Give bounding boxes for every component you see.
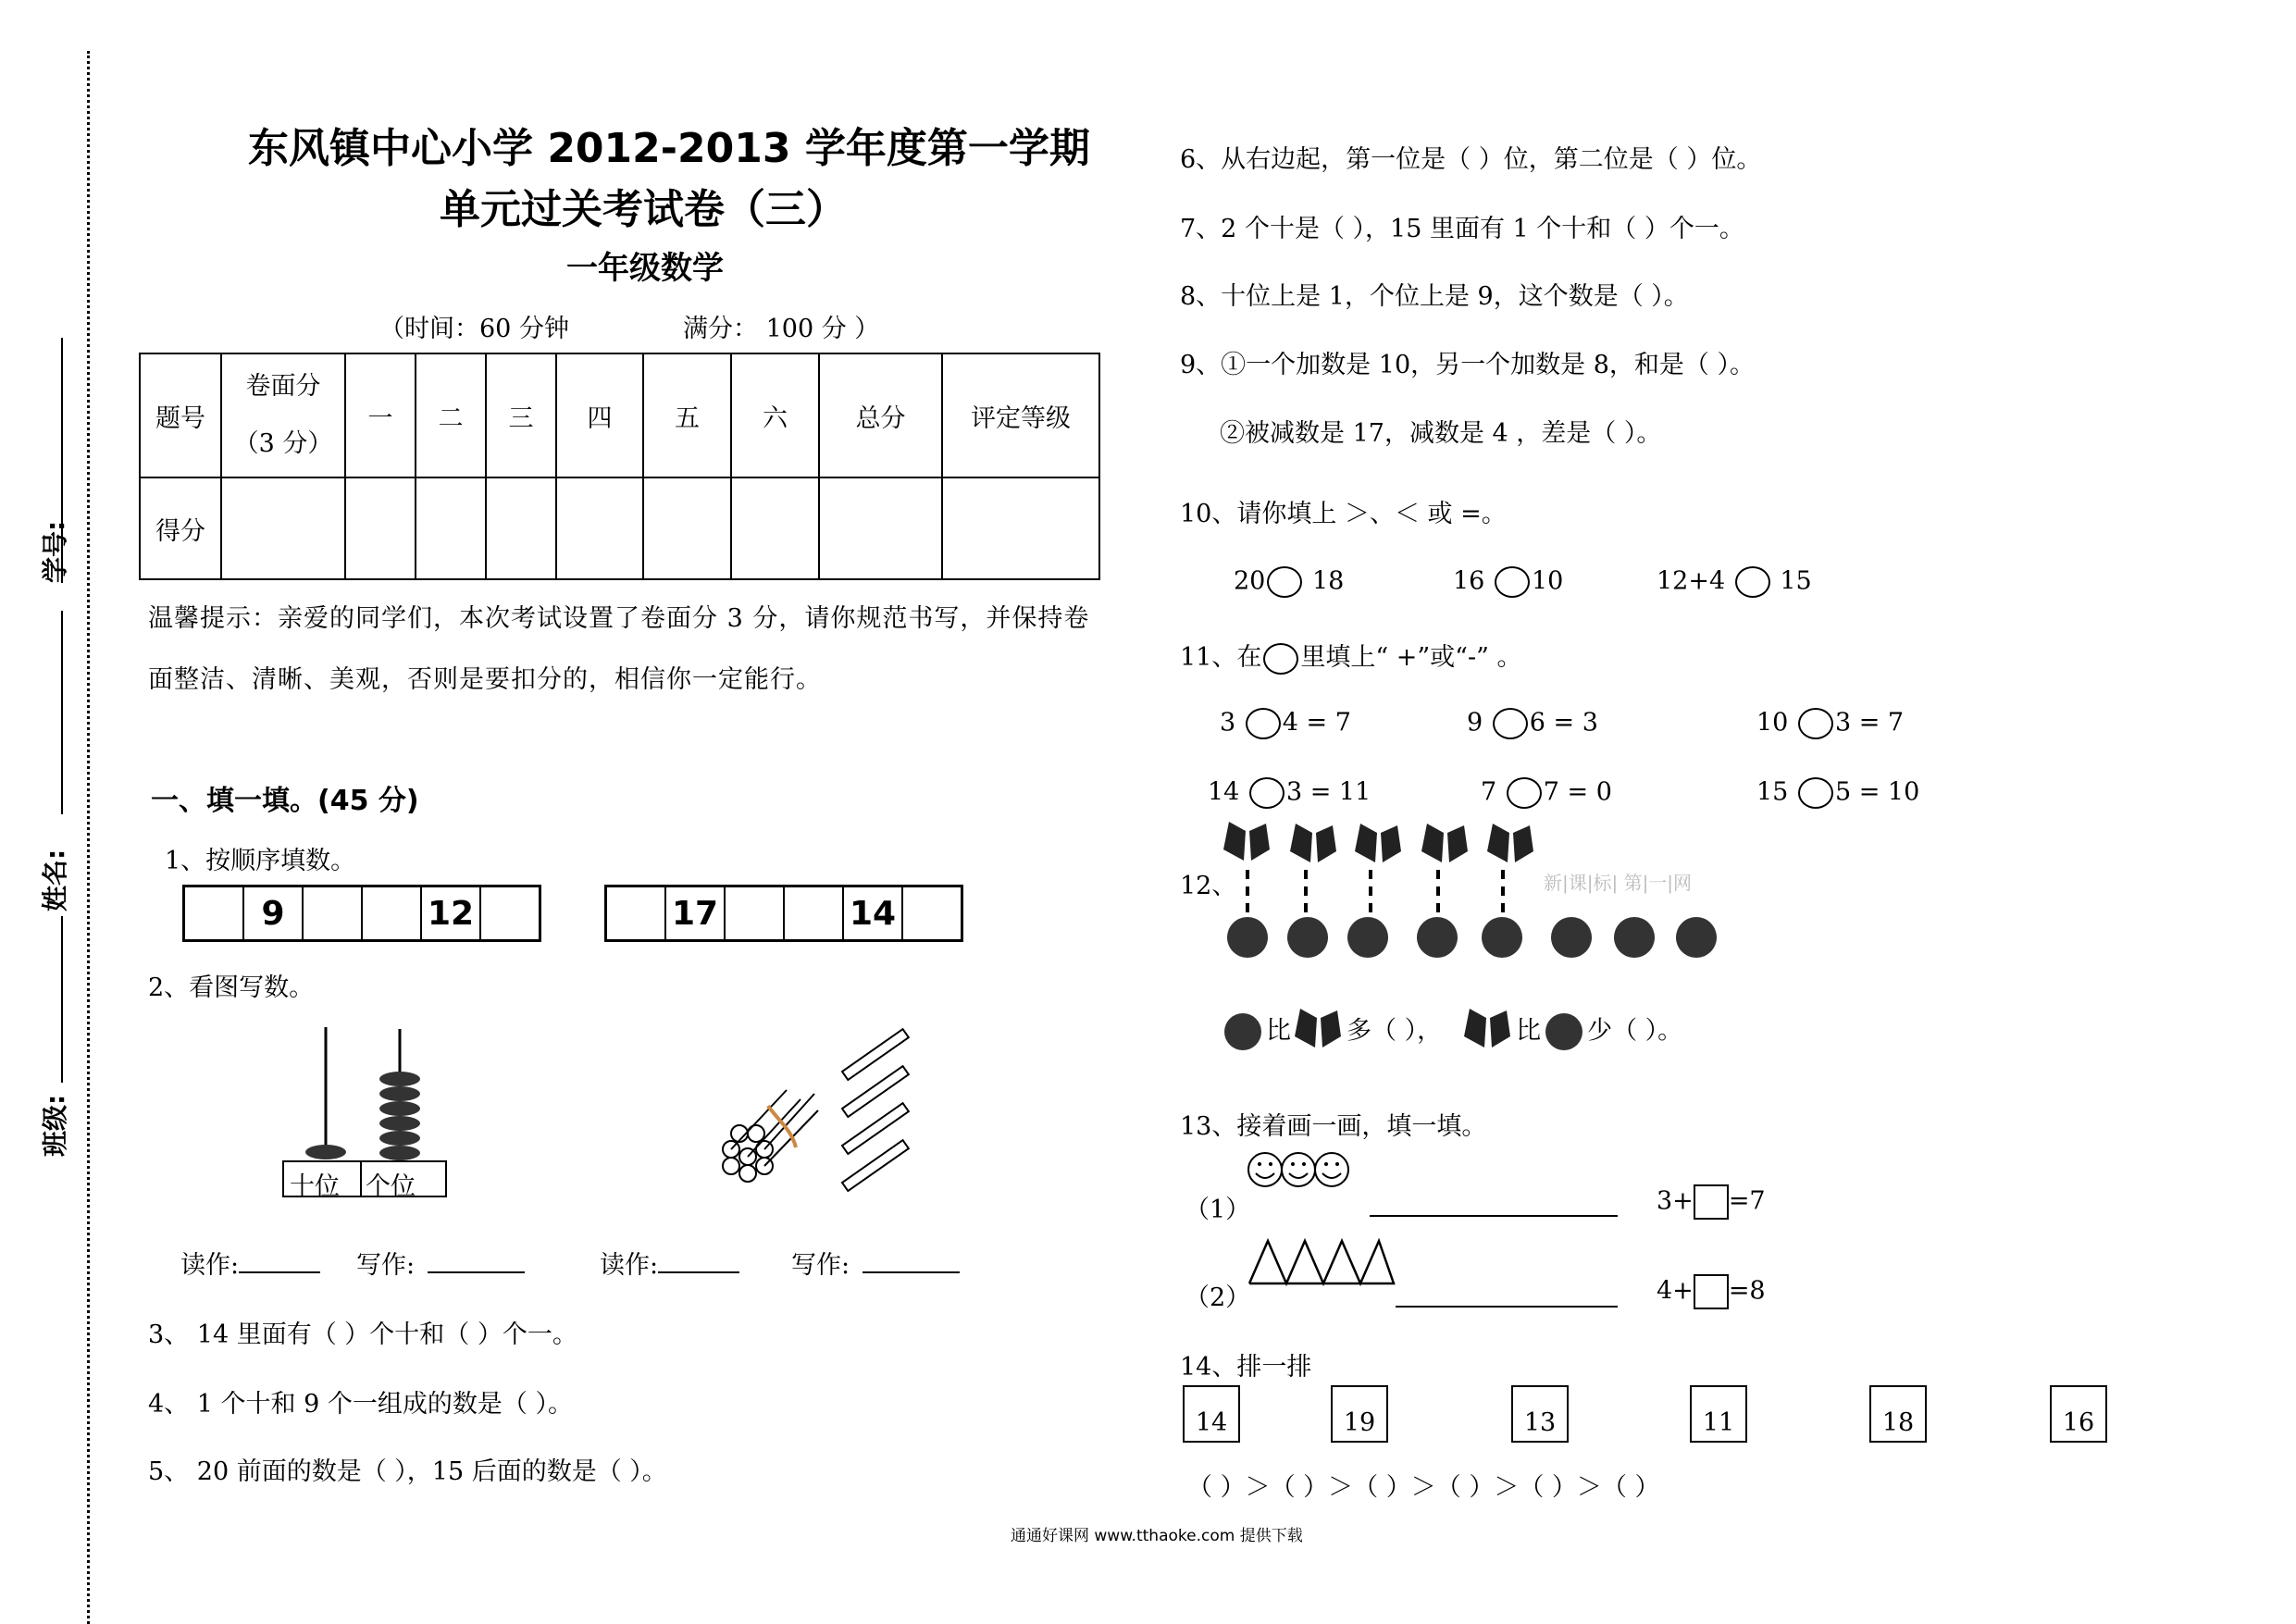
q13-equation-2: 4+ =8 [1657, 1274, 1766, 1309]
sequence-boxes-2 [604, 885, 963, 942]
number-card: 14 [1183, 1385, 1240, 1443]
butterfly-icon [1223, 822, 1270, 861]
q11-text: 11、在 里填上“ +”或“-” 。 [1180, 637, 1521, 675]
seq-box[interactable] [726, 887, 785, 939]
number-card: 16 [2050, 1385, 2107, 1443]
score-header-cell: 六 [731, 353, 819, 477]
q13-text: 13、接着画一画，填一填。 [1180, 1112, 1487, 1141]
score-cell[interactable] [819, 477, 942, 579]
score-cell[interactable] [643, 477, 731, 579]
binding-line [87, 51, 90, 1624]
seq-box: 14 [844, 887, 903, 939]
seq-box[interactable] [785, 887, 844, 939]
q2-text: 2、看图写数。 [148, 973, 315, 1002]
exam-time: （时间：60 分钟 [379, 315, 569, 343]
score-cell[interactable] [221, 477, 345, 579]
q2-write-2: 写作: [791, 1245, 960, 1281]
watermark-text: 新|课|标| 第|一|网 [1544, 872, 1693, 894]
score-header-cell: 三 [486, 353, 556, 477]
subject-title: 一年级数学 [566, 250, 724, 287]
q6-text: 6、从右边起，第一位是（ ）位，第二位是（ ）位。 [1180, 145, 1762, 174]
sequence-boxes-1 [182, 885, 541, 942]
side-line-3 [61, 916, 63, 1083]
operator-circle[interactable] [1493, 708, 1528, 739]
q11-item-1: 3 4 = 7 [1220, 708, 1351, 739]
page-title: 东风镇中心小学 2012-2013 学年度第一学期 [248, 125, 1090, 172]
section-heading: 一、填一填。(45 分) [151, 785, 419, 817]
number-card: 13 [1511, 1385, 1569, 1443]
flower-icon [1541, 1009, 1587, 1055]
seq-box: 12 [422, 887, 481, 939]
score-cell[interactable] [345, 477, 416, 579]
seq-box[interactable] [481, 887, 539, 939]
q10-item-3: 12+4 15 [1657, 566, 1812, 598]
score-header-cell: 五 [643, 353, 731, 477]
score-header-cell: 一 [345, 353, 416, 477]
triangles-image [1247, 1235, 1396, 1287]
seq-box: 9 [244, 887, 304, 939]
operator-circle[interactable] [1507, 777, 1542, 809]
compare-circle[interactable] [1735, 566, 1770, 598]
q14-text: 14、排一排 [1180, 1353, 1312, 1382]
q14-order-line: （ ）＞（ ）＞（ ）＞（ ）＞（ ）＞（ ） [1187, 1473, 1660, 1502]
score-header-cell: 题号 [140, 353, 221, 477]
q5-text: 5、 20 前面的数是（ ），15 后面的数是（ ）。 [148, 1457, 667, 1486]
operator-circle[interactable] [1798, 708, 1833, 739]
score-cell[interactable] [942, 477, 1099, 579]
q3-text: 3、 14 里面有（ ）个十和（ ）个一。 [148, 1320, 577, 1349]
q10-item-1: 20 18 [1234, 566, 1344, 598]
q12-number: 12、 [1180, 872, 1237, 900]
score-header-cell: 总分 [819, 353, 942, 477]
score-cell[interactable] [731, 477, 819, 579]
page-subtitle: 单元过关考试卷（三） [440, 186, 847, 233]
score-cell[interactable] [416, 477, 486, 579]
side-line-2 [61, 611, 63, 814]
q13-part2-label: （2） [1185, 1283, 1251, 1312]
flower-icon [1220, 1009, 1266, 1055]
q11-item-6: 15 5 = 10 [1756, 777, 1919, 809]
answer-box[interactable] [1694, 1184, 1729, 1220]
operator-circle[interactable] [1249, 777, 1285, 809]
q11-item-3: 10 3 = 7 [1756, 708, 1904, 739]
q7-text: 7、2 个十是（ ），15 里面有 1 个十和（ ）个一。 [1180, 215, 1744, 243]
q13-equation-1: 3+ =7 [1657, 1184, 1766, 1220]
seq-box[interactable] [903, 887, 961, 939]
q13-draw-line-1[interactable] [1370, 1215, 1618, 1217]
seq-box[interactable] [304, 887, 363, 939]
q10-text: 10、请你填上 ＞、＜ 或 =。 [1180, 500, 1507, 528]
class-label: 班级: [40, 1094, 70, 1157]
q1-text: 1、按顺序填数。 [165, 847, 356, 875]
q2-read-2: 读作: [600, 1245, 739, 1281]
number-card: 11 [1690, 1385, 1747, 1443]
q11-item-2: 9 6 = 3 [1467, 708, 1598, 739]
compare-circle[interactable] [1495, 566, 1530, 598]
score-header-cell: 二 [416, 353, 486, 477]
q8-text: 8、十位上是 1，个位上是 9，这个数是（ ）。 [1180, 282, 1689, 311]
sticks-bundle-image [703, 1018, 925, 1203]
tip-line-1: 温馨提示：亲爱的同学们，本次考试设置了卷面分 3 分，请你规范书写，并保持卷 [148, 604, 1090, 633]
operator-circle[interactable] [1246, 708, 1281, 739]
q2-read-1: 读作: [180, 1245, 320, 1281]
q11-item-4: 14 3 = 11 [1208, 777, 1371, 809]
butterflies-flowers-image [1220, 822, 1738, 1007]
exam-full-score: 满分： 100 分 ） [683, 315, 880, 343]
q11-item-5: 7 7 = 0 [1481, 777, 1612, 809]
seq-box: 17 [666, 887, 726, 939]
number-card: 19 [1331, 1385, 1388, 1443]
q13-draw-line-2[interactable] [1396, 1306, 1618, 1308]
abacus-ones-label: 个位 [366, 1172, 416, 1201]
score-header-cell: 评定等级 [942, 353, 1099, 477]
butterfly-icon [1460, 1009, 1516, 1055]
q10-item-2: 16 10 [1453, 566, 1563, 598]
q4-text: 4、 1 个十和 9 个一组成的数是（ ）。 [148, 1390, 573, 1419]
footer-text: 通通好课网 www.tthaoke.com 提供下载 [1011, 1527, 1303, 1545]
q12-compare: 比 多（ ）， 比 少（ ）。 [1220, 1009, 1682, 1055]
answer-box[interactable] [1694, 1274, 1729, 1309]
smiley-faces-image [1245, 1147, 1356, 1194]
q9b-text: ②被减数是 17，减数是 4 ，差是（ ）。 [1220, 419, 1662, 448]
name-label: 姓名: [40, 849, 70, 911]
score-header-cell: 四 [556, 353, 643, 477]
q9a-text: 9、①一个加数是 10，另一个加数是 8，和是（ ）。 [1180, 351, 1755, 379]
seq-box[interactable] [363, 887, 422, 939]
score-row-label: 得分 [140, 477, 221, 579]
score-table [139, 353, 1100, 580]
q2-write-1: 写作: [356, 1245, 525, 1281]
seq-box[interactable] [185, 887, 244, 939]
tip-line-2: 面整洁、清晰、美观，否则是要扣分的，相信你一定能行。 [148, 665, 822, 694]
abacus-tens-label: 十位 [290, 1172, 340, 1201]
seq-box[interactable] [607, 887, 666, 939]
q13-part1-label: （1） [1185, 1196, 1251, 1224]
score-cell[interactable] [556, 477, 643, 579]
score-cell[interactable] [486, 477, 556, 579]
circle-icon [1263, 643, 1298, 675]
student-id-label: 学号: [40, 520, 70, 583]
operator-circle[interactable] [1798, 777, 1833, 809]
score-header-cell: 卷面分 （3 分） [221, 353, 345, 477]
butterfly-icon [1291, 1009, 1347, 1055]
compare-circle[interactable] [1267, 566, 1302, 598]
number-card: 18 [1869, 1385, 1927, 1443]
